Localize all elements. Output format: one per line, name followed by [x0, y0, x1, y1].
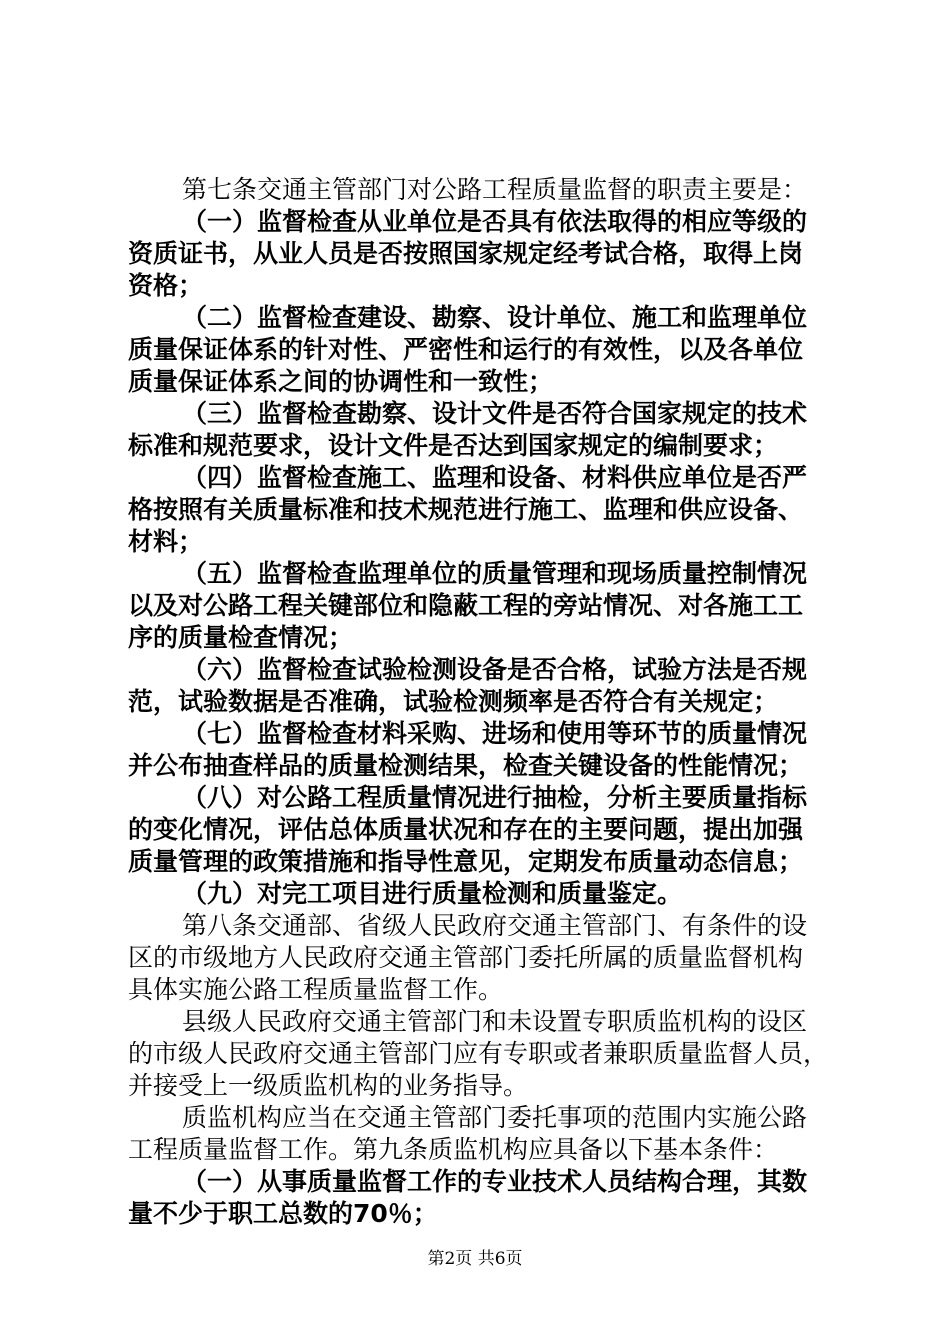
text-line: 的变化情况，评估总体质量状况和存在的主要问题，提出加强	[128, 815, 804, 844]
text-line: 并接受上一级质监机构的业务指导。	[128, 1071, 529, 1100]
text-line: （一）监督检查从业单位是否具有依法取得的相应等级的	[182, 207, 808, 236]
text-line: 第七条交通主管部门对公路工程质量监督的职责主要是：	[182, 175, 808, 204]
text-line: 区的市级地方人民政府交通主管部门委托所属的质量监督机构	[128, 943, 804, 972]
text-line: 量不少于职工总数的70％；	[128, 1199, 438, 1228]
text-line: 资质证书，从业人员是否按照国家规定经考试合格，取得上岗	[128, 239, 804, 268]
text-line: 的市级人民政府交通主管部门应有专职或者兼职质量监督人员，	[128, 1039, 829, 1068]
text-line: （四）监督检查施工、监理和设备、材料供应单位是否严	[182, 463, 808, 492]
text-line: 质监机构应当在交通主管部门委托事项的范围内实施公路	[182, 1103, 808, 1132]
text-line: 第八条交通部、省级人民政府交通主管部门、有条件的设	[182, 911, 808, 940]
text-line: 以及对公路工程关键部位和隐蔽工程的旁站情况、对各施工工	[128, 591, 804, 620]
text-line: （五）监督检查监理单位的质量管理和现场质量控制情况	[182, 559, 808, 588]
text-line: 具体实施公路工程质量监督工作。	[128, 975, 504, 1004]
text-line: 材料；	[128, 527, 204, 556]
page-number-footer: 第2页 共6页	[427, 1249, 523, 1269]
text-line: 序的质量检查情况；	[128, 623, 354, 652]
text-line: 范，试验数据是否准确，试验检测频率是否符合有关规定；	[128, 687, 779, 716]
text-line: 质量管理的政策措施和指导性意见，定期发布质量动态信息；	[128, 847, 804, 876]
text-line: （一）从事质量监督工作的专业技术人员结构合理，其数	[182, 1167, 808, 1196]
text-line: 工程质量监督工作。第九条质监机构应具备以下基本条件：	[128, 1135, 779, 1164]
text-line: 质量保证体系之间的协调性和一致性；	[128, 367, 554, 396]
text-line: （三）监督检查勘察、设计文件是否符合国家规定的技术	[182, 399, 808, 428]
text-line: （二）监督检查建设、勘察、设计单位、施工和监理单位	[182, 303, 808, 332]
text-line: 资格；	[128, 271, 204, 300]
text-line: （六）监督检查试验检测设备是否合格，试验方法是否规	[182, 655, 808, 684]
text-line: （九）对完工项目进行质量检测和质量鉴定。	[182, 879, 683, 908]
text-line: （八）对公路工程质量情况进行抽检，分析主要质量指标	[182, 783, 808, 812]
text-line: （七）监督检查材料采购、进场和使用等环节的质量情况	[182, 719, 808, 748]
text-line: 县级人民政府交通主管部门和未设置专职质监机构的设区	[182, 1007, 808, 1036]
text-line: 标准和规范要求，设计文件是否达到国家规定的编制要求；	[128, 431, 779, 460]
text-line: 并公布抽查样品的质量检测结果，检查关键设备的性能情况；	[128, 751, 804, 780]
text-line: 质量保证体系的针对性、严密性和运行的有效性，以及各单位	[128, 335, 804, 364]
text-line: 格按照有关质量标准和技术规范进行施工、监理和供应设备、	[128, 495, 804, 524]
